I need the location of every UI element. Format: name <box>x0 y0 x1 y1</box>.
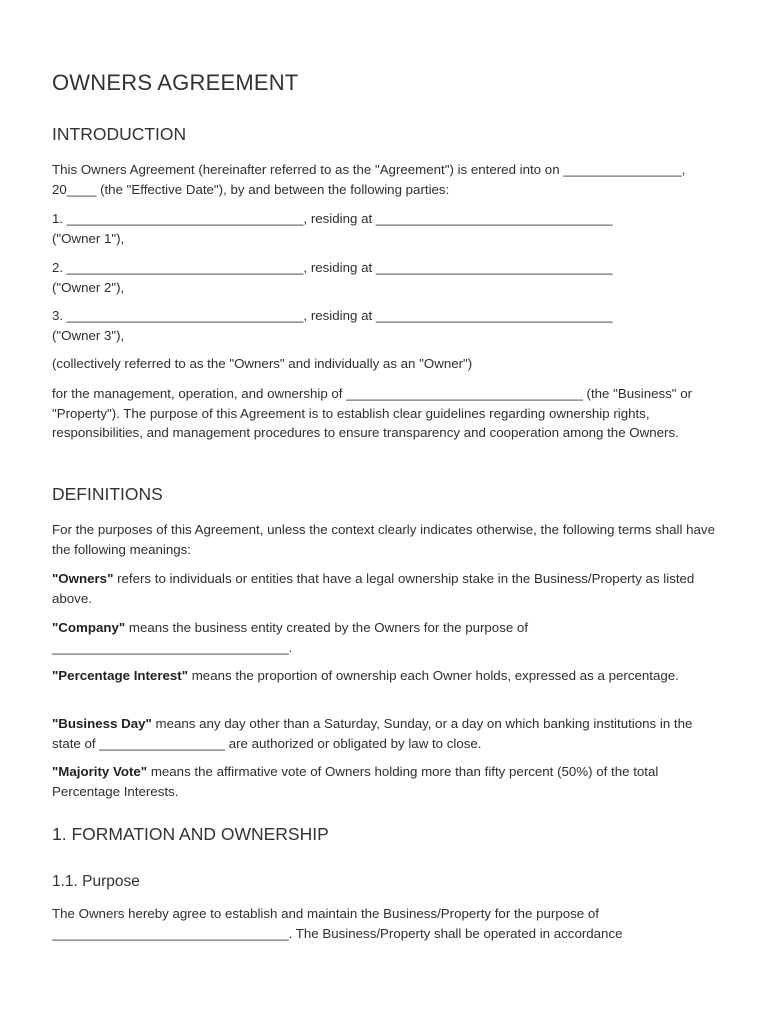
collective-reference: (collectively referred to as the "Owners" and individually as an "Owner") <box>52 356 473 371</box>
definition-text: means the affirmative vote of Owners holding more than fifty percent (50%) of the total Percentage Interests. <box>52 764 659 799</box>
owner-2-line: 2. ________________________________, residing at ________________________________ <box>52 260 613 275</box>
formation-purpose-paragraph: The Owners hereby agree to establish and maintain the Business/Property for the purpose of ________________________________. The Business/Property shall be operated in accordance <box>52 906 623 941</box>
definition-owners <box>52 569 718 608</box>
definition-term: "Owners" <box>52 571 114 586</box>
definition-term: "Company" <box>52 620 126 635</box>
owner-1-line: 1. ________________________________, residing at ________________________________ <box>52 211 613 226</box>
owner-2-tag: ("Owner 2"), <box>52 279 125 295</box>
document-title: OWNERS AGREEMENT <box>52 70 299 95</box>
owner-1-tag: ("Owner 1"), <box>52 230 125 246</box>
formation-heading: 1. FORMATION AND OWNERSHIP <box>52 824 329 844</box>
purpose-paragraph: for the management, operation, and ownership of ________________________________ (the "Business" or "Property"). The purpose of this Agreement is to establish clear guidelines regarding ownership rights, responsibilities, and management procedures to ensure transparency and cooperation among the Owners. <box>52 386 693 440</box>
definition-business-day <box>52 714 718 753</box>
definition-term: "Percentage Interest" <box>52 668 189 683</box>
definition-text: means any day other than a Saturday, Sunday, or a day on which banking institutions in the state of _________________ are authorized or obligated by law to close. <box>52 716 693 751</box>
definition-majority-vote <box>52 762 718 801</box>
purpose-subheading: 1.1. Purpose <box>52 873 140 890</box>
definition-text: refers to individuals or entities that have a legal ownership stake in the Business/Property as listed above. <box>52 571 695 606</box>
definitions-heading: DEFINITIONS <box>52 484 163 504</box>
definition-text: means the proportion of ownership each Owner holds, expressed as a percentage. <box>188 668 679 683</box>
owner-3-entry <box>52 306 718 345</box>
owner-3-line: 3. ________________________________, residing at ________________________________ <box>52 308 613 323</box>
owner-1-entry <box>52 209 718 248</box>
definition-percentage-interest <box>52 666 718 686</box>
introduction-heading: INTRODUCTION <box>52 124 187 144</box>
definition-text: means the business entity created by the Owners for the purpose of ________________________________. <box>52 620 529 655</box>
definition-company <box>52 618 718 657</box>
definition-term: "Business Day" <box>52 716 152 731</box>
owner-2-entry <box>52 258 718 297</box>
definitions-intro: For the purposes of this Agreement, unless the context clearly indicates otherwise, the following terms shall have the following meanings: <box>52 522 715 557</box>
definition-term: "Majority Vote" <box>52 764 148 779</box>
introduction-paragraph: This Owners Agreement (hereinafter referred to as the "Agreement") is entered into on ________________, 20____ (the "Effective Date"), by and between the following parties: <box>52 162 686 197</box>
owner-3-tag: ("Owner 3"), <box>52 327 125 343</box>
